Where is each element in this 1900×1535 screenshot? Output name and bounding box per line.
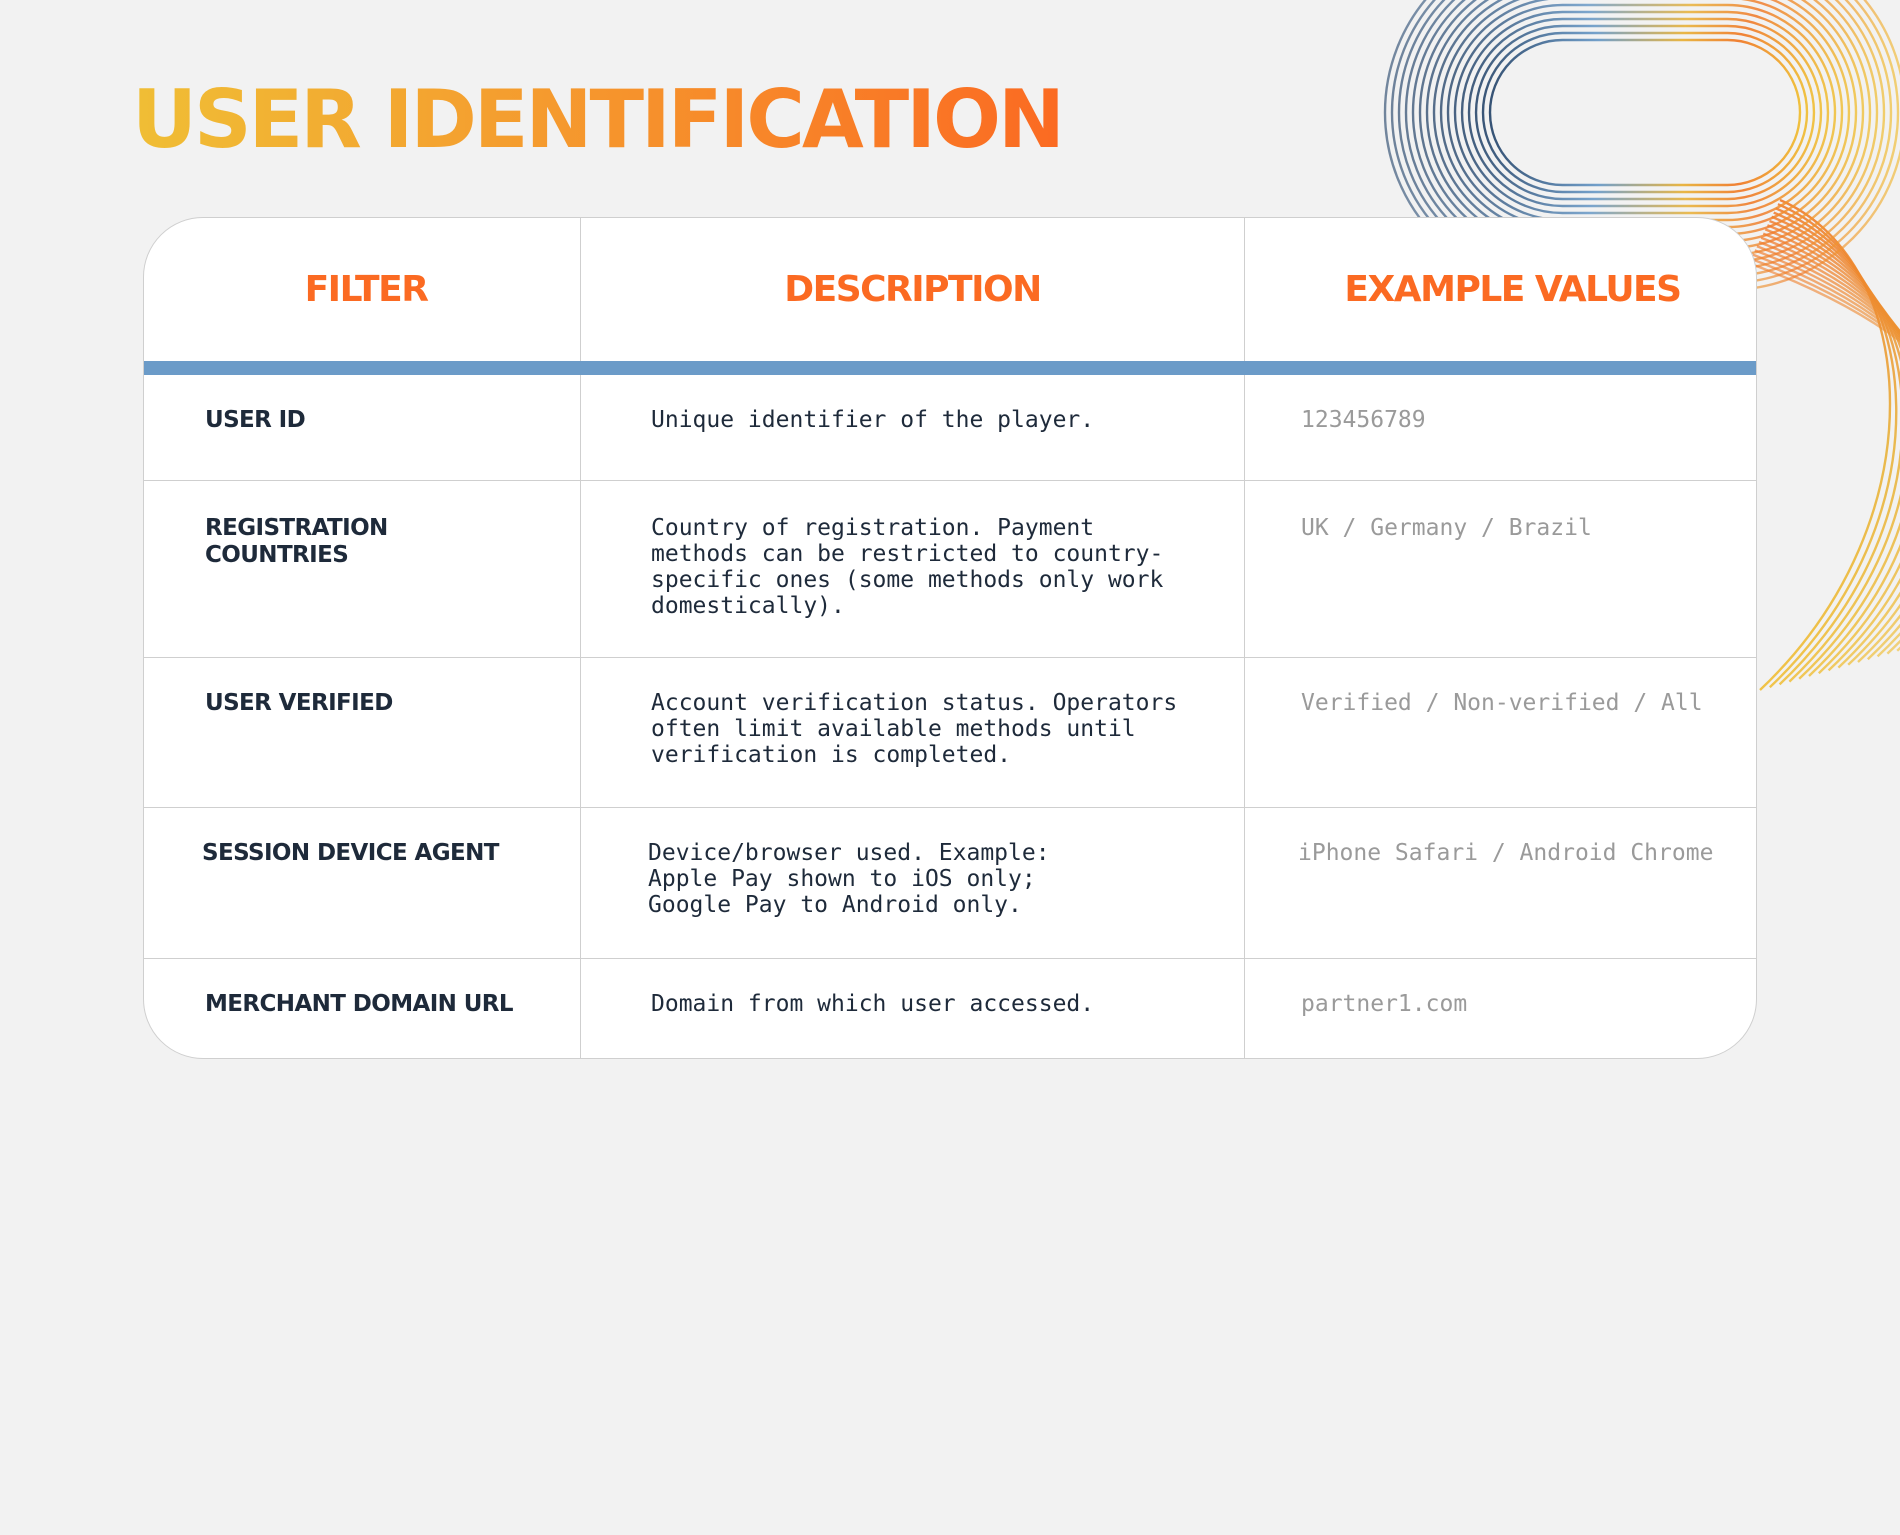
header-divider-bar	[144, 361, 1756, 375]
filter-name: REGISTRATION COUNTRIES	[144, 480, 580, 657]
example-values: Verified / Non-verified / All	[1244, 657, 1756, 807]
filter-name: SESSION DEVICE AGENT	[144, 807, 580, 958]
filter-name: USER VERIFIED	[144, 657, 580, 807]
filter-description: Unique identifier of the player.	[580, 375, 1244, 480]
filter-description: Account verification status. Operators often limit available methods until verification is completed.	[580, 657, 1244, 807]
filter-description: Country of registration. Payment methods can be restricted to country-specific ones (some methods only work domestically).	[580, 480, 1244, 657]
column-header-description: DESCRIPTION	[580, 218, 1244, 361]
column-header-example-values: EXAMPLE VALUES	[1244, 218, 1756, 361]
example-values: 123456789	[1244, 375, 1756, 480]
filter-name: MERCHANT DOMAIN URL	[144, 958, 580, 1059]
example-values: UK / Germany / Brazil	[1244, 480, 1756, 657]
filter-name: USER ID	[205, 407, 306, 433]
user-identification-table	[143, 217, 1757, 1059]
page-title: USER IDENTIFICATION	[132, 73, 1062, 166]
filter-description: Domain from which user accessed.	[580, 958, 1244, 1059]
column-header-filter: FILTER	[304, 269, 428, 310]
example-values: iPhone Safari / Android Chrome	[1244, 807, 1756, 958]
filter-description: Device/browser used. Example: Apple Pay shown to iOS only; Google Pay to Android only.	[580, 807, 1244, 958]
example-values: partner1.com	[1244, 958, 1756, 1059]
